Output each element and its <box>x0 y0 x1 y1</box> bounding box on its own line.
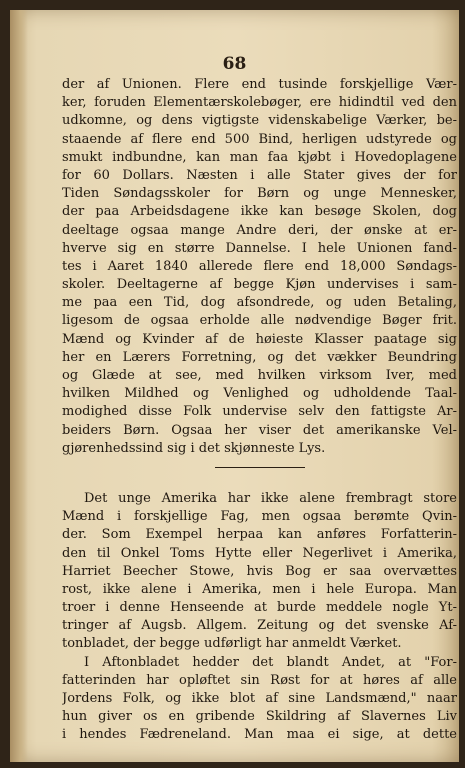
text-line: Det unge Amerika har ikke alene frembragt store <box>84 490 457 506</box>
text-line: tringer af Augsb. Allgem. Zeitung og det svenske Af- <box>62 618 457 634</box>
text-line: der af Unionen. Flere end tusinde forskjellige Vær- <box>62 77 457 92</box>
text-line: Mænd og Kvinder af de høieste Klasser paatage sig <box>62 331 457 347</box>
page-text <box>62 76 457 745</box>
text-line: tes i Aaret 1840 allerede flere end 18,000 Søndags- <box>62 258 457 274</box>
text-line: beiders Børn. Ogsaa her viser det amerikanske Vel- <box>62 422 457 438</box>
text-line: hun giver os en gribende Skildring af Slavernes Liv <box>62 709 457 725</box>
text-line: skoler. Deeltagerne af begge Kjøn undervises i sam- <box>62 277 457 293</box>
text-line: i hendes Fædreneland. Man maa ei sige, at dette <box>62 727 457 743</box>
text-line: troer i denne Henseende at burde meddele nogle Yt- <box>62 600 457 616</box>
section-divider <box>215 467 305 468</box>
text-line: ligesom de ogsaa erholde alle nødvendige Bøger frit. <box>62 313 457 329</box>
text-line: deeltage ogsaa mange Andre deri, der ønske at er- <box>62 222 457 238</box>
text-line: smukt indbundne, kan man faa kjøbt i Hovedoplagene <box>62 149 457 165</box>
text-line: og Glæde at see, med hvilken virksom Iver, med <box>62 368 457 383</box>
text-line: staaende af flere end 500 Bind, herligen udstyrede og <box>62 131 457 147</box>
paragraph-1 <box>62 76 457 458</box>
text-line: her en Lærers Forretning, og det vækker Beundring <box>62 349 457 365</box>
text-line: fatterinden har opløftet sin Røst for at høres af alle <box>62 672 457 688</box>
book-page <box>10 10 459 762</box>
text-line: I Aftonbladet hedder det blandt Andet, at "For- <box>84 654 457 670</box>
text-line: ker, foruden Elementærskolebøger, ere hidindtil ved den <box>62 95 457 111</box>
text-line: modighed disse Folk undervise selv den fattigste Ar- <box>62 404 457 420</box>
text-line: for 60 Dollars. Næsten i alle Stater gives der for <box>62 167 457 183</box>
text-line: hvilken Mildhed og Venlighed og udholdende Taal- <box>62 386 457 402</box>
text-line: tonbladet, der begge udførligt har anmeldt Værket. <box>62 636 402 652</box>
text-line: Mænd i forskjellige Fag, men ogsaa berømte Qvin- <box>62 509 457 525</box>
book-spine-shadow <box>10 10 28 762</box>
text-line: Harriet Beecher Stowe, hvis Bog er saa overvættes <box>62 563 457 579</box>
text-line: rost, ikke alene i Amerika, men i hele Europa. Man <box>62 581 457 597</box>
text-line: me paa een Tid, dog afsondrede, og uden Betaling, <box>62 295 457 311</box>
paragraph-3 <box>62 654 457 745</box>
text-line: der. Som Exempel herpaa kan anføres Forfatterin- <box>62 527 457 543</box>
page-number: 68 <box>222 54 247 74</box>
text-line: hverve sig en større Dannelse. I hele Unionen fand- <box>62 240 457 256</box>
text-line: gjørenhedssind sig i det skjønneste Lys. <box>62 440 326 456</box>
text-line: den til Onkel Toms Hytte eller Negerlivet i Amerika, <box>62 545 457 561</box>
text-line: udkomne, og dens vigtigste videnskabelige Værker, be- <box>62 113 457 129</box>
paragraph-2 <box>62 490 457 654</box>
text-line: der paa Arbeidsdagene ikke kan besøge Skolen, dog <box>62 204 457 220</box>
text-line: Jordens Folk, og ikke blot af sine Landsmænd," naar <box>62 691 457 706</box>
text-line: Tiden Søndagsskoler for Børn og unge Mennesker, <box>62 186 457 202</box>
